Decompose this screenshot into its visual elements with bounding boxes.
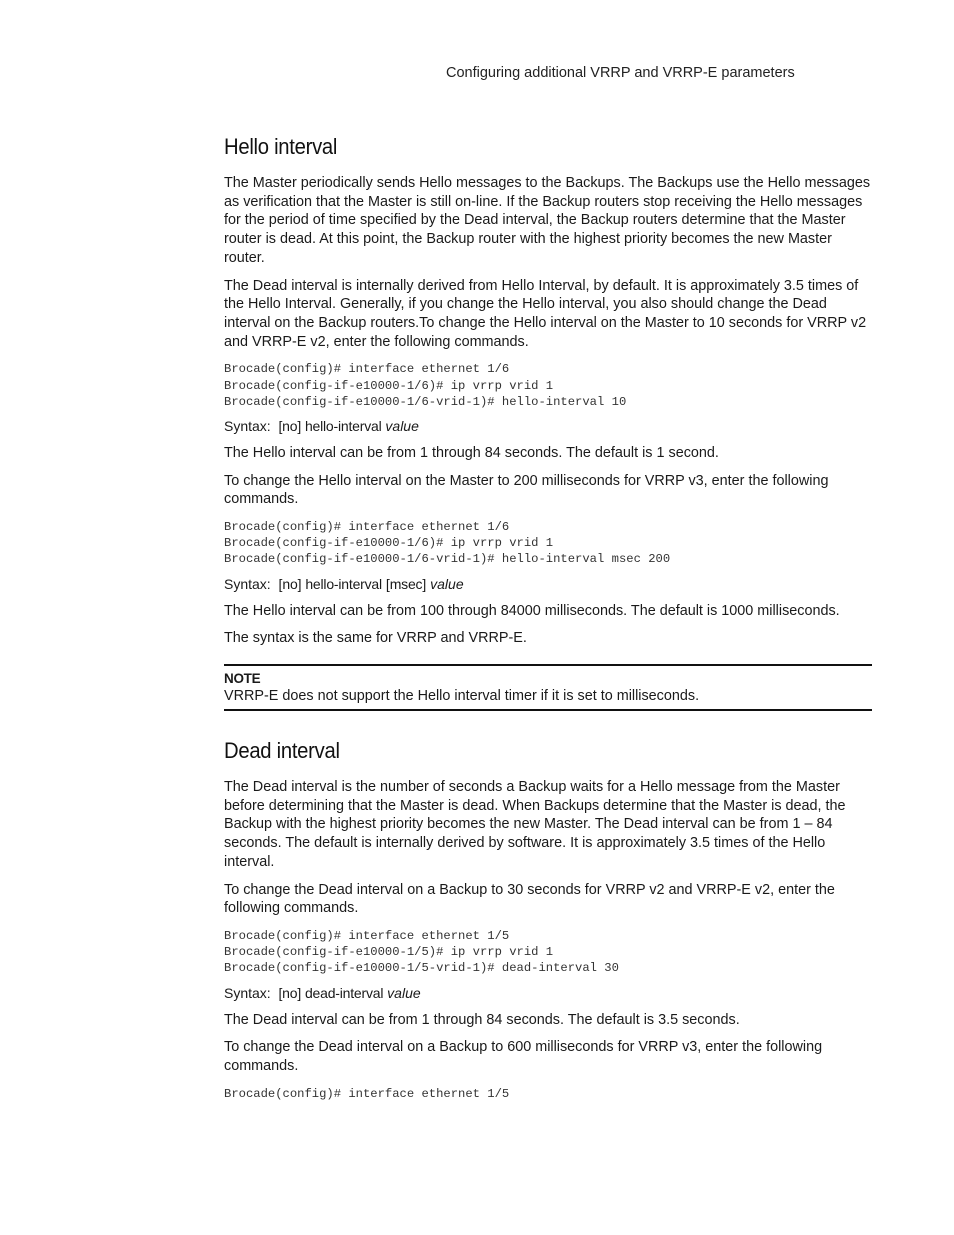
note-label: NOTE (224, 671, 261, 687)
dead-code-block-1: Brocade(config)# interface ethernet 1/5 Brocade(config-if-e10000-1/5)# ip vrrp vrid 1 Brocade(config-if-e10000-1/5-vrid-1)# dead-interval 30 (224, 928, 619, 976)
hello-paragraph-1: The Master periodically sends Hello messages to the Backups. The Backups use the Hello messages as verification that the Master is still on-line. If the Backup routers stop receiving the Hello messages for the period of time specified by the Dead interval, the Backup routers determine that the Master router is dead. At this point, the Backup router with the highest priority becomes the new Master router. (224, 175, 871, 266)
syntax-command: dead-interval (304, 984, 384, 1001)
syntax-no-option: no (282, 575, 298, 592)
note-box (224, 664, 872, 711)
syntax-label: Syntax: (224, 417, 271, 434)
hello-paragraph-4: To change the Hello interval on the Master to 200 milliseconds for VRRP v3, enter the following commands. (224, 472, 829, 508)
syntax-bracket: ] (422, 575, 427, 592)
hello-paragraph-6: The syntax is the same for VRRP and VRRP-E. (224, 630, 527, 647)
dead-paragraph-4: To change the Dead interval on a Backup to 600 milliseconds for VRRP v3, enter the following commands. (224, 1039, 823, 1074)
syntax-bracket: [ (278, 575, 283, 592)
syntax-value: value (385, 417, 419, 434)
syntax-msec-option: msec (389, 575, 423, 592)
syntax-value: value (430, 575, 464, 592)
dead-paragraph-3: The Dead interval can be from 1 through 84 seconds. The default is 3.5 seconds. (224, 1011, 740, 1028)
hello-code-block-1: Brocade(config)# interface ethernet 1/6 Brocade(config-if-e10000-1/6)# ip vrrp vrid 1 Brocade(config-if-e10000-1/6-vrid-1)# hello-interval 10 (224, 362, 627, 409)
hello-syntax-2 (224, 575, 872, 593)
running-header: Configuring additional VRRP and VRRP-E parameters (446, 65, 795, 81)
hello-paragraph-2: The Dead interval is internally derived from Hello Interval, by default. It is approximately 3.5 times of the Hello Interval. Generally, if you change the Hello interval, you also should change the Dead interval on the Backup routers.To change the Hello interval on the Master to 10 seconds for VRRP v2 and VRRP-E v2, enter the following commands. (224, 277, 867, 350)
hello-paragraph-3: The Hello interval can be from 1 through 84 seconds. The default is 1 second. (224, 444, 719, 461)
syntax-label: Syntax: (224, 575, 271, 592)
section-title-dead-interval: Dead interval (224, 738, 340, 764)
document-body (224, 133, 872, 1102)
syntax-command: hello-interval (305, 575, 382, 592)
syntax-no-option: [no] (278, 417, 302, 434)
syntax-bracket: [ (385, 575, 390, 592)
dead-syntax-1 (224, 984, 872, 1002)
hello-code-block-2: Brocade(config)# interface ethernet 1/6 Brocade(config-if-e10000-1/6)# ip vrrp vrid 1 Brocade(config-if-e10000-1/6-vrid-1)# hello-interval msec 200 (224, 520, 671, 567)
hello-paragraph-5: The Hello interval can be from 100 through 84000 milliseconds. The default is 1000 milliseconds. (224, 602, 840, 619)
syntax-no-option: [no] (278, 984, 302, 1001)
hello-syntax-1 (224, 417, 872, 435)
dead-paragraph-2: To change the Dead interval on a Backup to 30 seconds for VRRP v2 and VRRP-E v2, enter the following commands. (224, 881, 835, 917)
syntax-bracket: ] (297, 575, 302, 592)
syntax-command: hello-interval (304, 417, 382, 434)
section-title-hello-interval: Hello interval (224, 134, 338, 159)
dead-code-block-2: Brocade(config)# interface ethernet 1/5 (224, 1086, 510, 1101)
syntax-label: Syntax: (224, 984, 271, 1001)
syntax-value: value (387, 984, 421, 1001)
note-text: VRRP-E does not support the Hello interval timer if it is set to milliseconds. (224, 688, 700, 705)
dead-paragraph-1: The Dead interval is the number of seconds a Backup waits for a Hello message from the Master before determining that the Master is dead. When Backups determine that the Master is dead, the Backup with the highest priority becomes the new Master. The Dead interval can be from 1 – 84 seconds. The default is internally derived by software. It is approximately 3.5 times of the Hello interval. (224, 779, 846, 870)
